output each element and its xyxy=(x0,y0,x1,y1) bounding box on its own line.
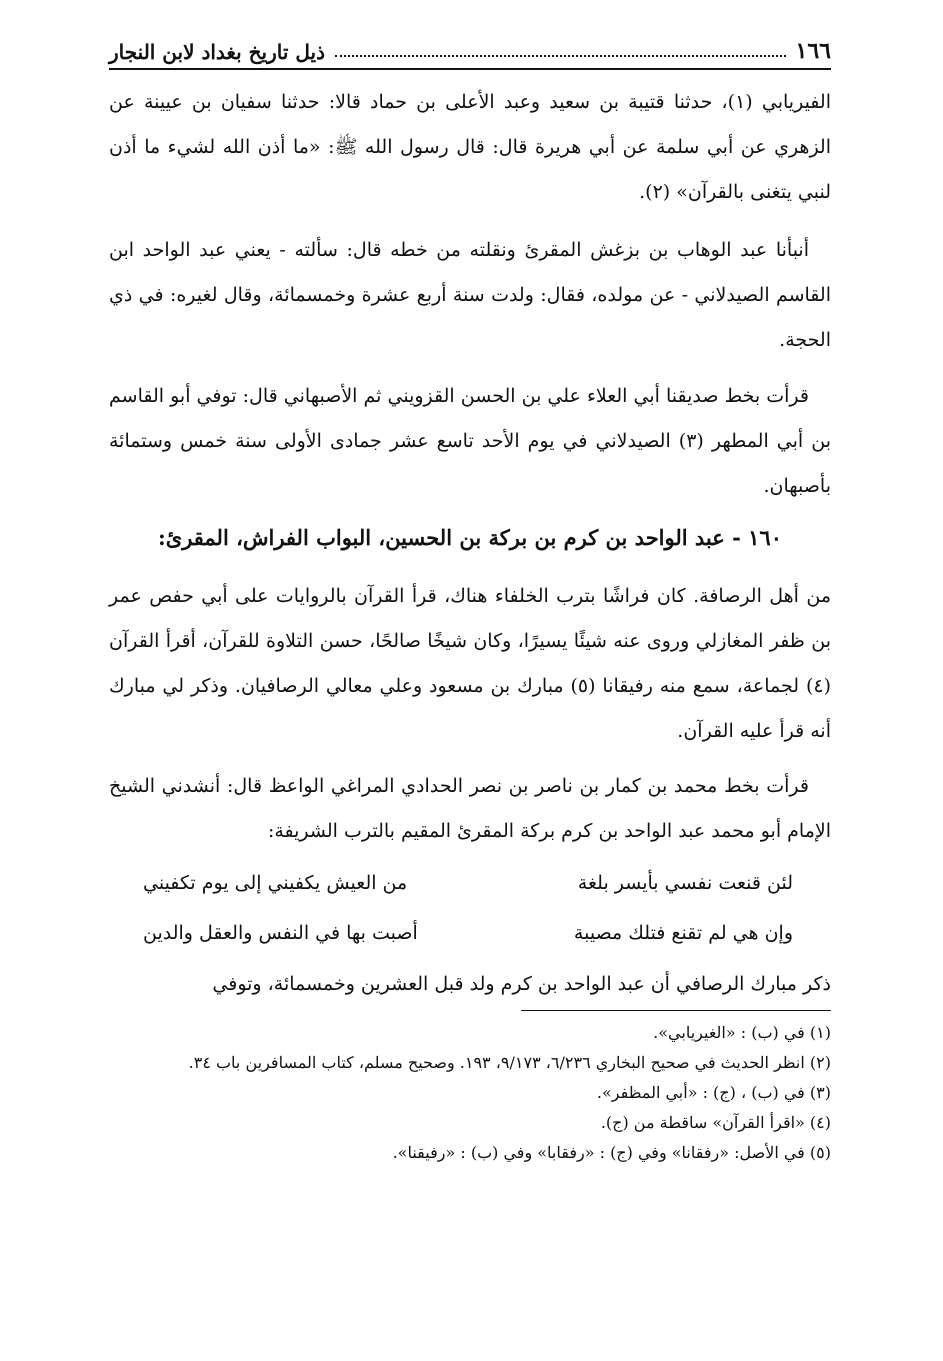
footnote: (٤) «اقرأ القرآن» ساقطة من (ج). xyxy=(600,1113,831,1132)
poem xyxy=(143,858,793,958)
footnote: (٢) انظر الحديث في صحيح البخاري ٦/٢٣٦، ٩/١٧٣، ١٩٣. وصحيح مسلم، كتاب المسافرين باب ٣٤. xyxy=(188,1053,831,1072)
paragraph-text: قرأت بخط محمد بن كمار بن ناصر بن نصر الحدادي المراغي الواعظ قال: أنشدني الشيخ الإمام أبو محمد عبد الواحد بن كرم بركة المقرئ المقيم بالترب الشريفة: xyxy=(109,775,831,842)
footnote-separator xyxy=(521,1010,831,1011)
paragraph-death-note xyxy=(109,962,831,1007)
paragraph-text: ذكر مبارك الرصافي أن عبد الواحد بن كرم ولد قبل العشرين وخمسمائة، وتوفي xyxy=(212,973,831,995)
paragraph-text: أنبأنا عبد الوهاب بن بزغش المقرئ ونقلته من خطه قال: سألته - يعني عبد الواحد ابن القاسم الصيدلاني - عن مولده، فقال: ولدت سنة أربع عشرة وخمسمائة، وقال لغيره: في ذي الحجة. xyxy=(109,239,831,351)
footnote: (٣) في (ب) ، (ج) : «أبي المظفر». xyxy=(596,1083,831,1102)
entry-heading: ١٦٠ - عبد الواحد بن كرم بن بركة بن الحسين، البواب الفراش، المقرئ: xyxy=(158,525,782,550)
footnote: (١) في (ب) : «الغيريابي». xyxy=(653,1023,831,1042)
paragraph-death-report xyxy=(109,374,831,509)
verse-line xyxy=(143,858,793,908)
header-dot-leader xyxy=(335,55,786,57)
paragraph-poem-intro xyxy=(109,764,831,854)
paragraph-text: الفيريابي (١)، حدثنا قتيبة بن سعيد وعبد الأعلى بن حماد قالا: حدثنا سفيان بن عيينة عن الزهري عن أبي سلمة عن أبي هريرة قال: قال رسول الله ﷺ: «ما أذن الله لشيء ما أذن لنبي يتغنى بالقرآن» (٢). xyxy=(109,91,831,203)
paragraph-text: قرأت بخط صديقنا أبي العلاء علي بن الحسن القزويني ثم الأصبهاني قال: توفي أبو القاسم بن أبي المطهر (٣) الصيدلاني في يوم الأحد تاسع عشر جمادى الأولى سنة خمس وستمائة بأصبهان. xyxy=(109,385,831,497)
verse-first-hemistich: لئن قنعت نفسي بأيسر بلغة xyxy=(577,872,793,894)
verse-second-hemistich: أصبت بها في النفس والعقل والدين xyxy=(143,922,418,944)
verse-second-hemistich: من العيش يكفيني إلى يوم تكفيني xyxy=(143,872,408,894)
page-number: ١٦٦ xyxy=(795,38,831,64)
paragraph-biography xyxy=(109,574,831,754)
paragraph-birth-report xyxy=(109,228,831,363)
paragraph-text: من أهل الرصافة. كان فراشًا بترب الخلفاء هناك، قرأ القرآن بالروايات على أبي حفص عمر بن ظفر المغازلي وروى عنه شيئًا يسيرًا، وكان شيخًا صالحًا، حسن التلاوة للقرآن، أقرأ القرآن (٤) لجماعة، سمع منه رفيقانا (٥) مبارك بن مسعود وعلي معالي الرصافيان. وذكر لي مبارك أنه قرأ عليه القرآن. xyxy=(109,585,832,742)
running-header xyxy=(109,34,831,70)
verse-line xyxy=(143,908,793,958)
paragraph-hadith xyxy=(109,80,831,215)
footnotes xyxy=(109,1018,831,1168)
footnote: (٥) في الأصل: «رفقانا» وفي (ج) : «رفقابا» وفي (ب) : «رفيقنا». xyxy=(392,1143,831,1162)
verse-first-hemistich: وإن هي لم تقنع فتلك مصيبة xyxy=(573,922,793,944)
book-title: ذيل تاريخ بغداد لابن النجار xyxy=(109,40,325,64)
